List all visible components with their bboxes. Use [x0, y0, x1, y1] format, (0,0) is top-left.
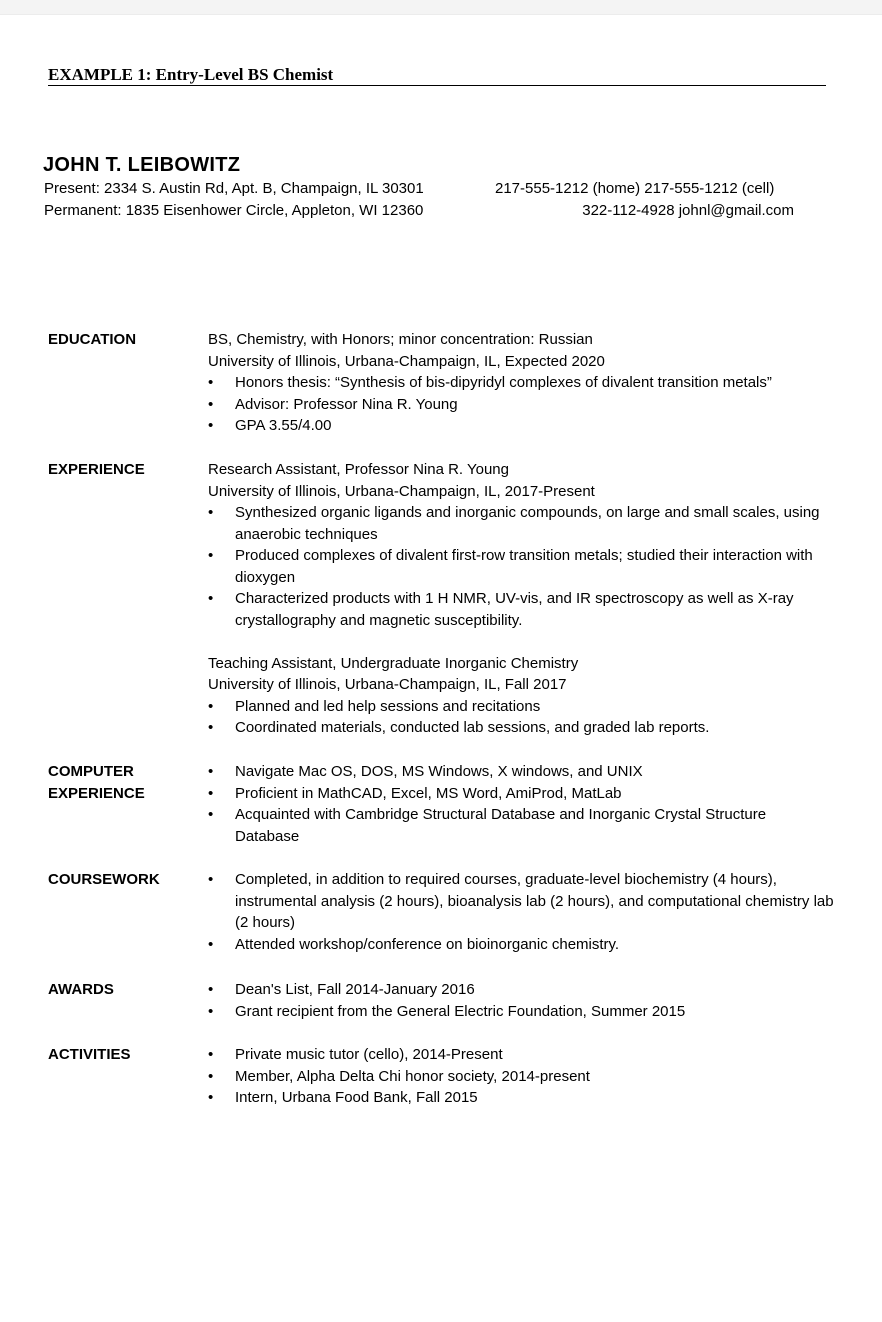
computer-bullets	[208, 761, 838, 847]
job-place: University of Illinois, Urbana-Champaign, IL, Fall 2017	[208, 676, 567, 693]
job-title: Teaching Assistant, Undergraduate Inorganic Chemistry	[208, 654, 579, 672]
experience-label: EXPERIENCE	[48, 461, 145, 478]
list-item: • Characterized products with 1 H NMR, UV-vis, and IR spectroscopy as well as X-ray crystallography and magnetic susceptibility.	[208, 588, 838, 631]
list-item: • Grant recipient from the General Electric Foundation, Summer 2015	[208, 1001, 838, 1023]
label-line: EXPERIENCE	[48, 784, 145, 802]
example-title: EXAMPLE 1: Entry-Level BS Chemist	[48, 65, 826, 86]
awards-section	[208, 979, 838, 1022]
list-item: • Coordinated materials, conducted lab sessions, and graded lab reports.	[208, 717, 838, 739]
list-item: • GPA 3.55/4.00	[208, 415, 838, 437]
activities-bullets	[208, 1044, 838, 1109]
computer-section	[208, 761, 838, 847]
activities-label: ACTIVITIES	[48, 1046, 131, 1063]
degree-line: BS, Chemistry, with Honors; minor concentration: Russian	[208, 331, 593, 348]
coursework-bullets	[208, 869, 838, 955]
phone-numbers: 217-555-1212 (home) 217-555-1212 (cell)	[495, 180, 775, 197]
list-item: • Attended workshop/conference on bioinorganic chemistry.	[208, 934, 838, 956]
coursework-section	[208, 869, 838, 955]
list-item: • Synthesized organic ligands and inorganic compounds, on large and small scales, using anaerobic techniques	[208, 502, 838, 545]
list-item: • Completed, in addition to required courses, graduate-level biochemistry (4 hours), instrumental analysis (2 hours), bioanalysis lab (2 hours), and computational chemistry lab (2 hours)	[208, 869, 835, 934]
list-item: • Intern, Urbana Food Bank, Fall 2015	[208, 1087, 838, 1109]
list-item: • Member, Alpha Delta Chi honor society, 2014-present	[208, 1066, 838, 1088]
job-title: Research Assistant, Professor Nina R. Young	[208, 461, 509, 478]
list-item: • Honors thesis: “Synthesis of bis-dipyridyl complexes of divalent transition metals”	[208, 372, 838, 394]
computer-experience-label	[48, 761, 145, 804]
list-item: • Advisor: Professor Nina R. Young	[208, 394, 838, 416]
job-bullets	[208, 696, 838, 739]
label-line: COMPUTER	[48, 763, 134, 780]
list-item: • Proficient in MathCAD, Excel, MS Word, AmiProd, MatLab	[208, 783, 838, 805]
list-item: • Navigate Mac OS, DOS, MS Windows, X windows, and UNIX	[208, 761, 838, 783]
list-item: • Planned and led help sessions and recitations	[208, 696, 838, 718]
job-bullets	[208, 502, 838, 631]
activities-section	[208, 1044, 838, 1109]
education-bullets	[208, 372, 838, 437]
awards-bullets	[208, 979, 838, 1022]
experience-section	[208, 459, 838, 739]
present-address: Present: 2334 S. Austin Rd, Apt. B, Champaign, IL 30301	[44, 180, 424, 197]
job-place: University of Illinois, Urbana-Champaign, IL, 2017-Present	[208, 482, 595, 500]
education-label: EDUCATION	[48, 331, 137, 348]
candidate-name: JOHN T. LEIBOWITZ	[43, 154, 241, 176]
university-line: University of Illinois, Urbana-Champaign, IL, Expected 2020	[208, 352, 605, 370]
list-item: • Acquainted with Cambridge Structural Database and Inorganic Crystal Structure Database	[208, 804, 775, 847]
viewer-top-bar	[0, 0, 882, 15]
phone-and-email: 322-112-4928 johnl@gmail.com	[582, 202, 794, 219]
list-item: • Produced complexes of divalent first-row transition metals; studied their interaction with dioxygen	[208, 545, 838, 588]
permanent-address: Permanent: 1835 Eisenhower Circle, Appleton, WI 12360	[44, 202, 424, 219]
coursework-label: COURSEWORK	[48, 871, 160, 888]
list-item: • Private music tutor (cello), 2014-Present	[208, 1044, 838, 1066]
education-section	[208, 329, 838, 437]
list-item: • Dean's List, Fall 2014-January 2016	[208, 979, 838, 1001]
awards-label: AWARDS	[48, 981, 114, 998]
